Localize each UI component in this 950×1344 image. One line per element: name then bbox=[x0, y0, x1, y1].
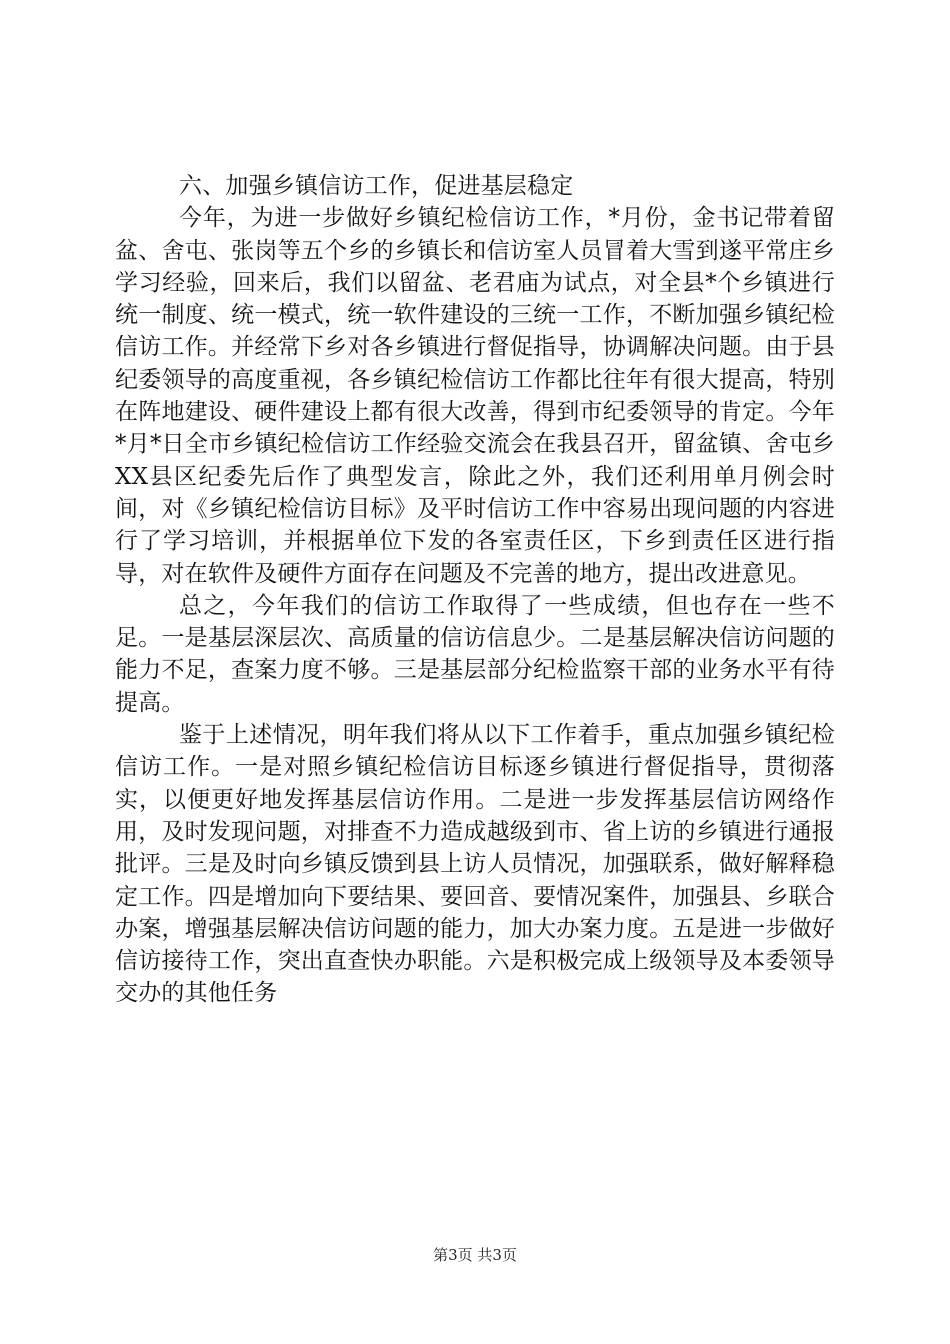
paragraph-shortcomings: 总之，今年我们的信访工作取得了一些成绩，但也存在一些不足。一是基层深层次、高质量的信访信息少。二是基层解决信访问题的能力不足，查案力度不够。三是基层部分纪检监察干部的业务水平有待提高。 bbox=[115, 592, 835, 716]
page-number-footer: 第3页 共3页 bbox=[433, 1246, 517, 1264]
paragraph-next-year-plan: 鉴于上述情况，明年我们将从以下工作着手，重点加强乡镇纪检信访工作。一是对照乡镇纪检信访目标逐乡镇进行督促指导，贯彻落实，以便更好地发挥基层信访作用。二是进一步发挥基层信访网络作用，及时发现问题，对排查不力造成越级到市、省上访的乡镇进行通报批评。三是及时向乡镇反馈到县上访人员情况，加强联系，做好解释稳定工作。四是增加向下要结果、要回音、要情况案件，加强县、乡联合办案，增强基层解决信访问题的能力，加大办案力度。五是进一步做好信访接待工作，突出直查快办职能。六是积极完成上级领导及本委领导交办的其他任务 bbox=[115, 722, 835, 1007]
section-heading: 六、加强乡镇信访工作，促进基层稳定 bbox=[179, 173, 574, 199]
paragraph-work-summary: 今年，为进一步做好乡镇纪检信访工作，*月份，金书记带着留盆、舍屯、张岗等五个乡的乡镇长和信访室人员冒着大雪到遂平常庄乡学习经验，回来后，我们以留盆、老君庙为试点，对全县*个乡镇进行统一制度、统一模式，统一软件建设的三统一工作，不断加强乡镇纪检信访工作。并经常下乡对各乡镇进行督促指导，协调解决问题。由于县纪委领导的高度重视，各乡镇纪检信访工作都比往年有很大提高，特别在阵地建设、硬件建设上都有很大改善，得到市纪委领导的肯定。今年*月*日全市乡镇纪检信访工作经验交流会在我县召开，留盆镇、舍屯乡XX县区纪委先后作了典型发言，除此之外，我们还利用单月例会时间，对《乡镇纪检信访目标》及平时信访工作中容易出现问题的内容进行了学习培训，并根据单位下发的各室责任区，下乡到责任区进行指导，对在软件及硬件方面存在问题及不完善的地方，提出改进意见。 bbox=[115, 205, 835, 587]
document-body bbox=[115, 170, 835, 1010]
